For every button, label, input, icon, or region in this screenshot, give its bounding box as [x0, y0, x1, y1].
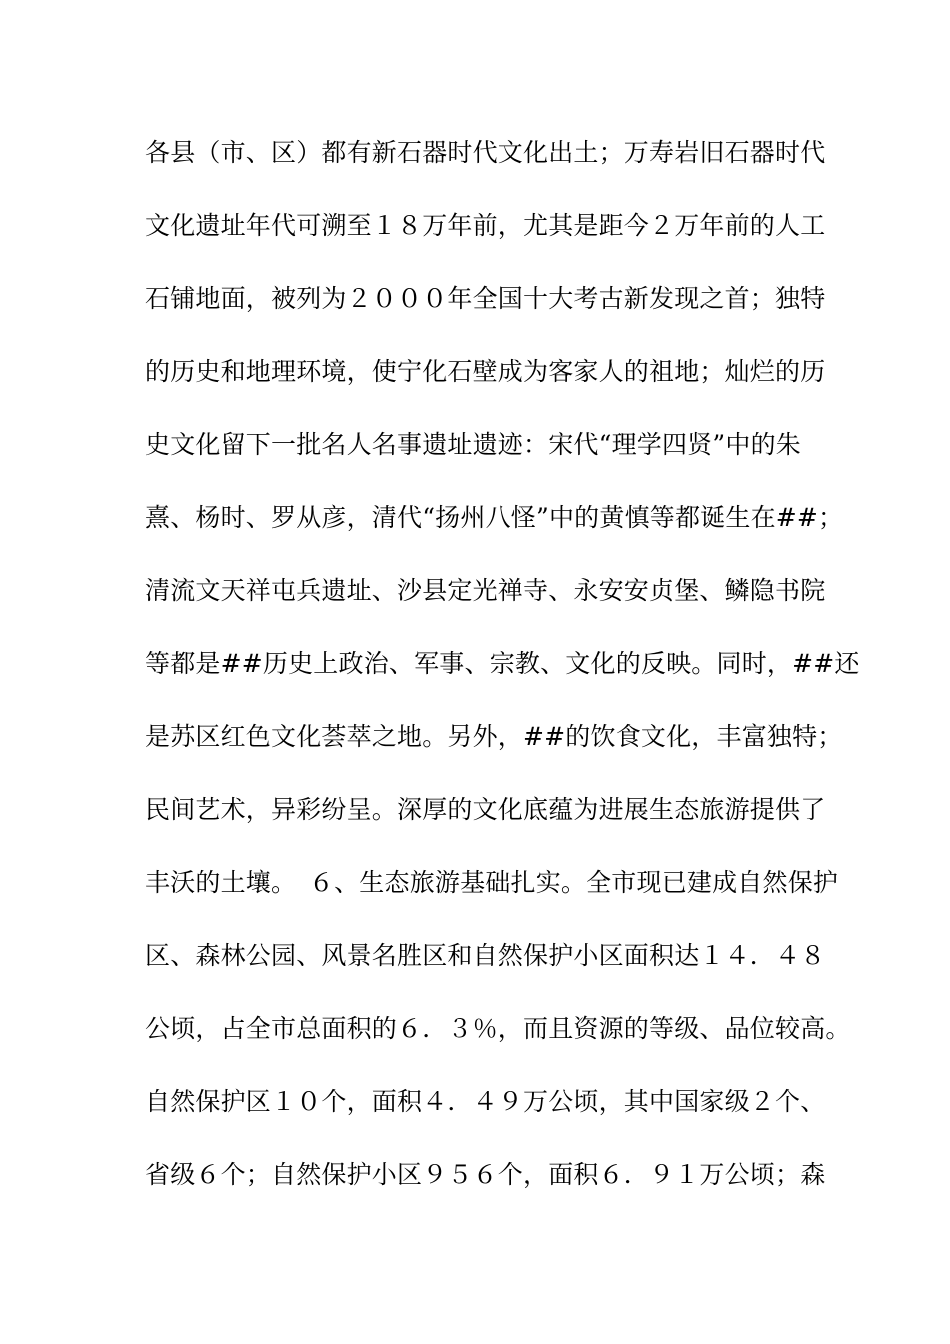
text-line: 公顷，占全市总面积的６．３％，而且资源的等级、品位较高。 — [145, 1014, 851, 1043]
text-line: 熹、杨时、罗从彦，清代“扬州八怪”中的黄慎等都诞生在##； — [145, 503, 844, 532]
text-line: 区、森林公园、风景名胜区和自然保护小区面积达１４．４８ — [145, 941, 826, 970]
text-line: 各县（市、区）都有新石器时代文化出土；万寿岩旧石器时代 — [145, 138, 826, 167]
text-line: 清流文天祥屯兵遗址、沙县定光禅寺、永安安贞堡、鳞隐书院 — [145, 576, 826, 605]
text-line: 是苏区红色文化荟萃之地。另外，##的饮食文化，丰富独特； — [145, 722, 843, 751]
text-line: 省级６个；自然保护小区９５６个，面积６．９１万公顷；森 — [145, 1160, 826, 1189]
text-line: 文化遗址年代可溯至１８万年前，尤其是距今２万年前的人工 — [145, 211, 826, 240]
text-line: 的历史和地理环境，使宁化石壁成为客家人的祖地；灿烂的历 — [145, 357, 826, 386]
body-text — [145, 131, 860, 1226]
text-line: 等都是##历史上政治、军事、宗教、文化的反映。同时，##还 — [145, 649, 860, 678]
text-line: 石铺地面，被列为２０００年全国十大考古新发现之首；独特 — [145, 284, 826, 313]
text-line: 自然保护区１０个，面积４．４９万公顷，其中国家级２个、 — [145, 1087, 826, 1116]
text-line: 史文化留下一批名人名事遗址遗迹：宋代“理学四贤”中的朱 — [145, 430, 801, 459]
text-line: 丰沃的土壤。 ６、生态旅游基础扎实。全市现已建成自然保护 — [145, 868, 839, 897]
text-line: 民间艺术，异彩纷呈。深厚的文化底蕴为进展生态旅游提供了 — [145, 795, 826, 824]
